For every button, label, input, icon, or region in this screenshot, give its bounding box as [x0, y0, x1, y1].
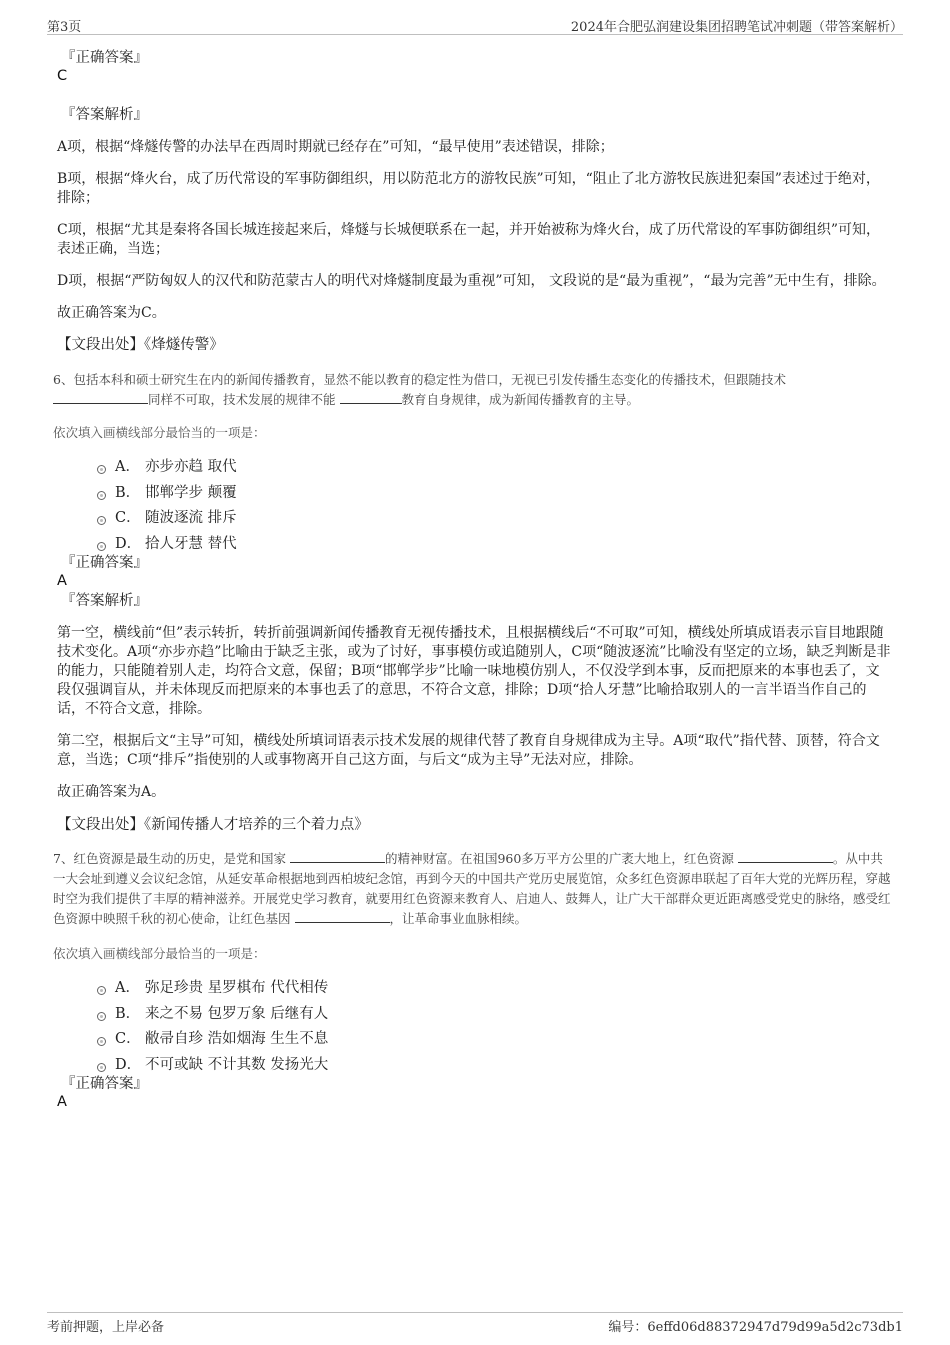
q7-stem	[53, 849, 892, 929]
q6-option-d[interactable]	[57, 534, 892, 560]
q6-answer: A	[57, 573, 67, 589]
radio-button[interactable]	[97, 986, 106, 995]
radio-button[interactable]	[97, 465, 106, 474]
q7-option-d[interactable]	[57, 1055, 892, 1081]
correct-answer-label: 『正确答案』	[61, 1076, 148, 1092]
correct-answer-label: 『正确答案』	[61, 50, 148, 66]
page-footer	[47, 1312, 903, 1335]
q5-analysis-a: A项，根据“烽燧传警的办法早在西周时期就已经存在”可知，“最早使用”表述错误，排除；	[57, 139, 614, 155]
q6-source	[57, 815, 892, 835]
answer-blank	[738, 850, 833, 863]
q7-option-c[interactable]	[57, 1029, 892, 1055]
q7-option-a[interactable]	[57, 978, 892, 1004]
q6-option-c[interactable]	[57, 508, 892, 534]
radio-button[interactable]	[97, 516, 106, 525]
q5-answer: C	[57, 68, 68, 84]
q6-option-b[interactable]	[57, 483, 892, 509]
q7-stem-part-c: 。从中共一大会址到遵义会议纪念馆，从延安革命根据地到西柏坡纪念馆，再到今天的中国共产党历史展览馆，众多红色资源串联起了百年大党的光辉历程，穿越时空为我们提供了丰厚的精神滋养。开展党史学习教育，就要用红色资源来教育人、启迪人、鼓舞人，让广大干部群众更近距离感受党史的脉络，感受红色资源中映照千秋的初心使命，让红色基因	[53, 851, 891, 926]
q6-option-a[interactable]	[57, 457, 892, 483]
answer-blank	[290, 850, 385, 863]
page-header	[47, 14, 903, 35]
option-letter: C．	[115, 1031, 141, 1047]
option-text: 随波逐流 排斥	[145, 510, 237, 526]
option-text: 不可或缺 不计其数 发扬光大	[145, 1056, 329, 1073]
q6-source-title: 《新闻传播人才培养的三个着力点》	[144, 817, 369, 833]
q6-conclusion: 故正确答案为A。	[57, 784, 166, 800]
q5-analysis-d: D项，根据“严防匈奴人的汉代和防范蒙古人的明代对烽燧制度最为重视”可知， 文段说的是“最为重视”，“最为完善”无中生有，排除。	[57, 273, 886, 289]
correct-answer-label: 『正确答案』	[61, 555, 148, 571]
q5-conclusion: 故正确答案为C。	[57, 305, 166, 321]
q5-source-title: 《烽燧传警》	[144, 337, 224, 353]
radio-button[interactable]	[97, 1063, 106, 1072]
option-letter: A．	[115, 459, 140, 475]
footer-slogan: 考前押题，上岸必备	[47, 1320, 165, 1335]
q6-stem-part-a: 6、包括本科和硕士研究生在内的新闻传播教育，显然不能以教育的稳定性为借口，无视已引发传播生态变化的传播技术，但跟随技术	[53, 372, 786, 387]
option-letter: D．	[115, 535, 142, 552]
radio-button[interactable]	[97, 1012, 106, 1021]
option-letter: B．	[115, 1005, 141, 1022]
option-letter: D．	[115, 1056, 142, 1073]
q7-stem-part-d: ，让革命事业血脉相续。	[389, 911, 528, 926]
q6-instruction: 依次填入画横线部分最恰当的一项是：	[53, 425, 266, 440]
document-title: 2024年合肥弘润建设集团招聘笔试冲刺题（带答案解析）	[570, 20, 903, 35]
answer-blank	[340, 391, 402, 404]
q7-stem-part-b: 的精神财富。在祖国960多万平方公里的广袤大地上，红色资源	[384, 851, 734, 866]
option-text: 拾人牙慧 替代	[145, 535, 237, 552]
q6-options	[57, 457, 892, 559]
q5-analysis-c: C项，根据“尤其是秦将各国长城连接起来后，烽燧与长城便联系在一起，并开始被称为烽火台，成了历代常设的军事防御组织”可知，表述正确，当选；	[57, 222, 881, 257]
q6-stem	[53, 370, 892, 410]
q7-stem-part-a: 7、红色资源是最生动的历史，是党和国家	[53, 851, 286, 866]
q5-analysis-b: B项，根据“烽火台，成了历代常设的军事防御组织，用以防范北方的游牧民族”可知，“阻止了北方游牧民族进犯秦国”表述过于绝对，排除；	[57, 171, 880, 206]
source-prefix: 【文段出处】	[57, 337, 144, 353]
q7-instruction: 依次填入画横线部分最恰当的一项是：	[53, 946, 266, 961]
q7-answer: A	[57, 1094, 67, 1110]
option-letter: B．	[115, 484, 141, 501]
document-serial: 编号：6effd06d88372947d79d99a5d2c73db1	[608, 1320, 903, 1335]
option-text: 亦步亦趋 取代	[145, 459, 237, 475]
radio-button[interactable]	[97, 491, 106, 500]
source-prefix: 【文段出处】	[57, 817, 144, 833]
q6-stem-part-c: 教育自身规律，成为新闻传播教育的主导。	[401, 392, 640, 407]
analysis-label: 『答案解析』	[61, 593, 148, 609]
q7-option-b[interactable]	[57, 1004, 892, 1030]
q7-options	[57, 978, 892, 1080]
answer-blank	[53, 391, 148, 404]
q6-analysis-blank2: 第二空，根据后文“主导”可知，横线处所填词语表示技术发展的规律代替了教育自身规律成为主导。A项“取代”指代替、顶替，符合文意，当选；C项“排斥”指使别的人或事物离开自己这方面，与后文“成为主导”无法对应，排除。	[57, 733, 880, 768]
option-letter: A．	[115, 980, 140, 996]
q6-analysis-blank1: 第一空，横线前“但”表示转折，转折前强调新闻传播教育无视传播技术，且根据横线后“不可取”可知，横线处所填成语表示盲目地跟随技术变化。A项“亦步亦趋”比喻由于缺乏主张，或为了讨好，事事模仿或追随别人，C项“随波逐流”比喻没有坚定的立场，缺乏判断是非的能力，只能随着别人走，均符合文意，保留；B项“邯郸学步”比喻一味地模仿别人，不仅没学到本事，反而把原来的本事也丢了，文段仅强调盲从，并未体现反而把原来的本事也丢了的意思，不符合文意，排除；D项“拾人牙慧”比喻拾取别人的一言半语当作自己的话，不符合文意，排除。	[57, 625, 891, 717]
q5-source	[57, 335, 892, 355]
radio-button[interactable]	[97, 542, 106, 551]
option-text: 邯郸学步 颠覆	[145, 484, 237, 501]
option-letter: C．	[115, 510, 141, 526]
analysis-label: 『答案解析』	[61, 107, 148, 123]
option-text: 弥足珍贵 星罗棋布 代代相传	[145, 980, 329, 996]
page-number: 第3页	[47, 20, 82, 35]
q6-stem-part-b: 同样不可取，技术发展的规律不能	[148, 392, 336, 407]
option-text: 敝帚自珍 浩如烟海 生生不息	[145, 1031, 329, 1047]
page-content	[53, 48, 892, 1112]
option-text: 来之不易 包罗万象 后继有人	[145, 1005, 329, 1022]
radio-button[interactable]	[97, 1037, 106, 1046]
answer-blank	[295, 910, 390, 923]
